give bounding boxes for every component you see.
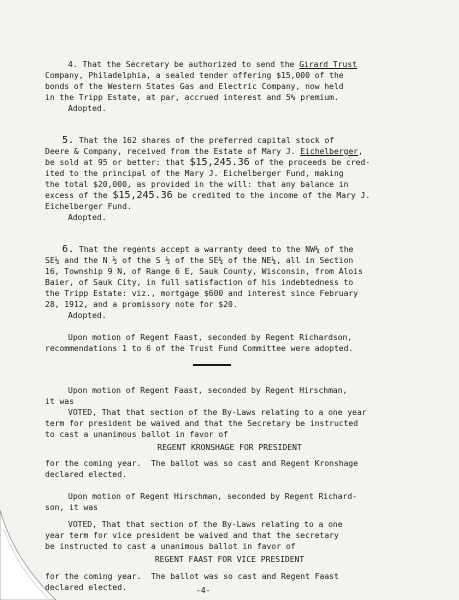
item-5-line-7: Eichelberger Fund. [45, 202, 132, 211]
vp-voted-line-2: year term for vice president be waived and that the secretary [45, 531, 339, 540]
page-number: -4- [196, 586, 211, 595]
page-curl-graphic [0, 500, 70, 600]
vp-voted-line-3: be instructed to cast a unanimous ballot in favor of [45, 542, 296, 551]
item-4-line-3: bonds of the Western States Gas and Electric Company, now held [45, 82, 344, 91]
item-4-line-2: Company, Philadelphia, a sealed tender offering $15,000 of the [45, 71, 344, 80]
vp-result-line-1: for the coming year. The ballot was so cast and Regent Faast [45, 572, 339, 581]
item-4-adopted: Adopted. [68, 104, 107, 113]
president-result-line-1: for the coming year. The ballot was so cast and Regent Kronshage [45, 459, 359, 468]
president-motion-line-2: it was [45, 397, 74, 406]
item-6-line-5: the Tripp Estate: viz., mortgage $600 and interest since February [45, 289, 359, 298]
item-5-line-1: 5. That the 162 shares of the preferred capital stock of [62, 135, 335, 146]
item-5-line-4: ited to the principal of the Mary J. Eichelberger Fund, making [45, 169, 344, 178]
item-5-line-3: be sold at 95 or better: that $15,245.36 of the proceeds be cred- [45, 157, 371, 168]
item-5-line-2: Deere & Company, received from the Estate of Mary J. Eichelberger, [45, 147, 363, 156]
item-5-line-6: excess of the $15,245.36 be credited to the income of the Mary J. [45, 190, 371, 201]
vp-voted-line-1: VOTED, That that section of the By-Laws relating to a one [68, 520, 343, 529]
motion-line-2: recommendations 1 to 6 of the Trust Fund Committee were adopted. [45, 344, 354, 353]
item-6-line-4: Baier, of Sauk City, in full satisfaction of his indebtedness to [45, 278, 354, 287]
president-voted-line-2: term for president be waived and that the Secretary be instructed [45, 419, 359, 428]
president-result-line-2: declared elected. [45, 470, 127, 479]
item-5-adopted: Adopted. [68, 213, 107, 222]
item-6-line-3: 16, Township 9 N, of Range 6 E, Sauk County, Wisconsin, from Alois [45, 267, 363, 276]
item-4-line-4: in the Tripp Estate, at par, accrued interest and 5% premium. [45, 93, 339, 102]
item-6-adopted: Adopted. [68, 311, 107, 320]
motion-line-1: Upon motion of Regent Faast, seconded by Regent Richardson, [68, 333, 353, 342]
vp-heading: REGENT FAAST FOR VICE PRESIDENT [154, 555, 305, 564]
vp-motion-line-2: son, it was [45, 503, 98, 512]
item-5-line-5: the total $20,000, as provided in the will: that any balance in [45, 180, 349, 189]
item-6-line-6: 28, 1912, and a promissory note for $20. [45, 300, 238, 309]
item-4-line-1: 4. That the Secretary be authorized to send the Girard Trust [68, 60, 357, 69]
section-divider [193, 364, 231, 366]
president-motion-line-1: Upon motion of Regent Faast, seconded by Regent Hirschman, [68, 386, 348, 395]
vp-motion-line-1: Upon motion of Regent Hirschman, seconded by Regent Richard- [68, 492, 357, 501]
item-6-line-1: 6. That the regents accept a warranty deed to the NW¼ of the [62, 244, 354, 255]
item-6-line-2: SE¼ and the N ½ of the S ½ of the SE¼ of the NE¼, all in Section [45, 256, 354, 265]
vp-result-line-2: declared elected. [45, 583, 127, 592]
president-heading: REGENT KRONSHAGE FOR PRESIDENT [157, 443, 302, 452]
president-voted-line-1: VOTED, That that section of the By-Laws relating to a one year [68, 408, 367, 417]
president-voted-line-3: to cast a unanimous ballot in favor of [45, 430, 229, 439]
